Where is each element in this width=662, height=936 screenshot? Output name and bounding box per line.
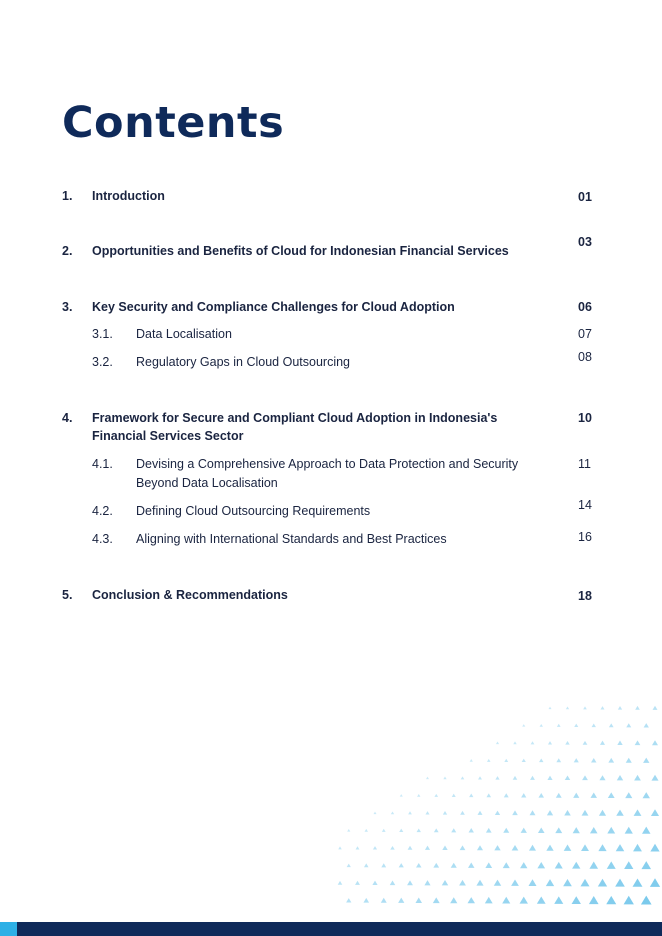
pattern-triangle xyxy=(461,776,465,779)
pattern-triangle xyxy=(582,775,588,780)
pattern-triangle xyxy=(356,846,360,849)
pattern-triangle xyxy=(451,863,457,868)
pattern-triangle xyxy=(478,776,482,779)
pattern-triangle xyxy=(616,844,625,851)
pattern-triangle xyxy=(624,896,634,905)
pattern-triangle xyxy=(495,776,499,780)
pattern-triangle xyxy=(470,759,473,762)
pattern-triangle xyxy=(434,828,439,832)
pattern-triangle xyxy=(557,724,561,727)
pattern-triangle xyxy=(635,740,641,745)
pattern-triangle xyxy=(399,863,404,867)
pattern-triangle xyxy=(547,810,553,815)
pattern-triangle xyxy=(617,775,623,780)
pattern-triangle xyxy=(591,793,597,798)
pattern-triangle xyxy=(529,845,536,851)
pattern-triangle xyxy=(478,811,483,815)
toc-page-number: 03 xyxy=(578,235,592,249)
pattern-triangle xyxy=(644,723,649,727)
pattern-triangle xyxy=(373,812,376,815)
pattern-triangle xyxy=(643,758,649,763)
toc-label-line-2[interactable]: Beyond Data Localisation xyxy=(136,476,278,490)
pattern-triangle xyxy=(617,741,622,745)
pattern-triangle xyxy=(546,845,553,851)
pattern-triangle xyxy=(460,845,466,850)
toc-page-number: 06 xyxy=(578,300,592,314)
pattern-triangle xyxy=(651,775,658,781)
pattern-triangle xyxy=(564,810,571,815)
toc-page-number: 07 xyxy=(578,327,592,341)
pattern-triangle xyxy=(391,811,394,814)
pattern-triangle xyxy=(599,775,605,780)
pattern-triangle xyxy=(606,896,616,904)
pattern-triangle xyxy=(600,741,605,745)
pattern-triangle xyxy=(625,792,632,798)
pattern-triangle xyxy=(531,741,535,744)
pattern-triangle xyxy=(633,878,643,886)
toc-page-number: 11 xyxy=(578,457,591,471)
pattern-triangle xyxy=(601,706,605,709)
pattern-triangle xyxy=(468,863,474,868)
pattern-triangle xyxy=(521,828,527,833)
pattern-triangle xyxy=(372,881,377,885)
pattern-triangle xyxy=(598,879,607,887)
pattern-triangle xyxy=(643,792,650,798)
toc-page-number: 14 xyxy=(578,498,592,512)
pattern-triangle xyxy=(538,793,544,798)
pattern-triangle xyxy=(572,862,580,869)
pattern-triangle xyxy=(407,880,413,885)
pattern-triangle xyxy=(434,794,438,797)
pattern-triangle xyxy=(556,758,561,762)
pattern-triangle xyxy=(460,811,465,815)
pattern-triangle xyxy=(338,881,343,885)
pattern-triangle xyxy=(450,897,457,903)
pattern-triangle xyxy=(598,844,606,851)
pattern-triangle xyxy=(591,758,596,763)
pattern-triangle xyxy=(635,706,640,710)
pattern-triangle xyxy=(451,828,456,832)
pattern-triangle xyxy=(521,793,526,797)
toc-label-line-2[interactable]: Financial Services Sector xyxy=(92,429,244,443)
pattern-triangle xyxy=(642,827,651,834)
pattern-triangle xyxy=(539,758,543,762)
toc-page-number: 01 xyxy=(578,190,592,204)
pattern-triangle xyxy=(528,879,536,886)
pattern-triangle xyxy=(433,863,439,868)
pattern-triangle xyxy=(511,879,519,885)
pattern-triangle xyxy=(608,792,615,798)
pattern-triangle xyxy=(652,740,658,745)
toc-label[interactable]: Introduction xyxy=(92,189,165,203)
pattern-triangle xyxy=(477,845,483,850)
pattern-triangle xyxy=(442,846,447,851)
pattern-triangle xyxy=(626,723,631,727)
pattern-triangle xyxy=(426,777,429,779)
pattern-triangle xyxy=(408,811,412,814)
pattern-triangle xyxy=(607,827,615,834)
toc-label[interactable]: Key Security and Compliance Challenges for Cloud Adoption xyxy=(92,300,455,314)
pattern-triangle xyxy=(338,846,342,849)
toc-page-number: 18 xyxy=(578,589,592,603)
pattern-triangle xyxy=(476,880,483,886)
pattern-triangle xyxy=(399,829,403,832)
pattern-triangle xyxy=(625,827,633,834)
pattern-triangle xyxy=(537,896,546,903)
pattern-triangle xyxy=(609,723,614,727)
pattern-triangle xyxy=(582,810,589,816)
pattern-triangle xyxy=(580,879,589,887)
pattern-triangle xyxy=(504,793,509,797)
pattern-triangle xyxy=(651,809,659,816)
pattern-triangle xyxy=(485,897,493,904)
pattern-triangle xyxy=(634,809,642,816)
pattern-triangle xyxy=(381,863,386,867)
pattern-triangle xyxy=(566,706,569,709)
pattern-triangle xyxy=(398,898,404,903)
footer-accent-bar xyxy=(0,922,17,936)
pattern-triangle xyxy=(390,880,396,885)
pattern-triangle xyxy=(590,827,598,833)
pattern-triangle xyxy=(364,863,369,867)
pattern-triangle xyxy=(565,741,569,745)
pattern-triangle xyxy=(574,724,578,727)
pattern-triangle xyxy=(583,706,587,709)
pattern-triangle xyxy=(346,898,351,902)
pattern-triangle xyxy=(548,707,551,710)
pattern-triangle xyxy=(538,827,545,833)
pattern-triangle xyxy=(424,880,430,885)
pattern-triangle xyxy=(564,845,572,851)
pattern-triangle xyxy=(381,898,387,903)
pattern-triangle xyxy=(634,775,641,781)
toc-number: 5. xyxy=(62,588,73,602)
toc-number: 4. xyxy=(62,411,73,425)
pattern-triangle xyxy=(581,844,589,851)
pattern-triangle xyxy=(633,844,642,851)
toc-label-line-1[interactable]: Framework for Secure and Compliant Cloud Adoption in Indonesia's xyxy=(92,411,498,425)
toc-number: 4.3. xyxy=(92,532,113,546)
pattern-triangle xyxy=(512,810,518,815)
toc-page-number: 08 xyxy=(578,350,592,364)
pattern-triangle xyxy=(417,828,421,832)
pattern-triangle xyxy=(573,827,580,833)
page-title: Contents xyxy=(62,98,285,148)
pattern-triangle xyxy=(565,775,570,780)
pattern-triangle xyxy=(443,776,446,779)
pattern-triangle xyxy=(608,758,614,763)
pattern-triangle xyxy=(650,844,659,852)
pattern-triangle xyxy=(554,896,563,904)
pattern-triangle xyxy=(469,794,473,798)
pattern-triangle xyxy=(573,793,579,798)
toc-label[interactable]: Data Localisation xyxy=(136,327,232,341)
pattern-triangle xyxy=(400,794,403,797)
toc-label-line-1[interactable]: Devising a Comprehensive Approach to Data Protection and Security xyxy=(136,457,519,471)
pattern-triangle xyxy=(408,846,413,850)
pattern-triangle xyxy=(417,794,420,797)
toc-label[interactable]: Regulatory Gaps in Cloud Outsourcing xyxy=(136,355,351,369)
pattern-triangle xyxy=(355,881,360,885)
pattern-triangle xyxy=(513,741,516,744)
pattern-triangle xyxy=(485,862,492,868)
pattern-triangle xyxy=(365,829,368,832)
pattern-triangle xyxy=(626,758,632,763)
pattern-triangle xyxy=(641,896,652,905)
pattern-triangle xyxy=(503,862,510,868)
pattern-triangle xyxy=(556,793,562,798)
pattern-triangle xyxy=(382,829,386,832)
pattern-triangle xyxy=(494,845,500,850)
pattern-triangle xyxy=(486,793,491,797)
toc-label[interactable]: Defining Cloud Outsourcing Requirements xyxy=(136,504,371,518)
pattern-triangle xyxy=(537,862,545,868)
pattern-triangle xyxy=(425,811,429,814)
pattern-triangle xyxy=(513,776,518,780)
pattern-triangle xyxy=(468,897,475,903)
pattern-triangle xyxy=(494,880,501,886)
pattern-triangle xyxy=(496,742,499,745)
toc-number: 3.1. xyxy=(92,327,113,341)
pattern-triangle xyxy=(415,898,422,903)
pattern-triangle xyxy=(522,759,526,762)
pattern-triangle xyxy=(452,794,456,797)
toc-number: 3.2. xyxy=(92,355,113,369)
pattern-triangle xyxy=(459,880,466,886)
pattern-triangle xyxy=(589,896,599,904)
pattern-triangle xyxy=(520,862,527,868)
pattern-triangle xyxy=(495,811,500,815)
toc-label[interactable]: Aligning with International Standards and Best Practices xyxy=(136,532,447,546)
pattern-triangle xyxy=(416,863,421,868)
pattern-triangle xyxy=(347,864,351,868)
triangle-pattern-decoration xyxy=(332,692,662,922)
toc-number: 4.1. xyxy=(92,457,113,471)
pattern-triangle xyxy=(443,811,447,815)
pattern-triangle xyxy=(425,846,430,850)
pattern-triangle xyxy=(487,759,491,762)
pattern-triangle xyxy=(599,810,606,816)
pattern-triangle xyxy=(548,741,552,744)
pattern-triangle xyxy=(442,880,448,885)
toc-page-number: 10 xyxy=(578,411,592,425)
pattern-triangle xyxy=(555,862,563,869)
pattern-triangle xyxy=(615,879,625,887)
pattern-triangle xyxy=(502,897,510,904)
pattern-triangle xyxy=(530,810,536,815)
pattern-triangle xyxy=(574,758,579,762)
toc-number: 1. xyxy=(62,189,73,203)
toc-number: 3. xyxy=(62,300,73,314)
pattern-triangle xyxy=(592,724,596,728)
pattern-triangle xyxy=(555,827,562,833)
pattern-triangle xyxy=(469,828,474,832)
pattern-triangle xyxy=(433,897,440,903)
pattern-triangle xyxy=(616,810,623,816)
footer-bar xyxy=(17,922,662,936)
pattern-triangle xyxy=(653,706,658,710)
pattern-triangle xyxy=(347,829,350,832)
pattern-triangle xyxy=(522,724,525,727)
pattern-triangle xyxy=(520,897,528,904)
pattern-triangle xyxy=(607,861,616,868)
toc-number: 2. xyxy=(62,244,73,258)
pattern-triangle xyxy=(512,845,519,851)
pattern-triangle xyxy=(650,878,660,887)
pattern-triangle xyxy=(583,741,588,745)
pattern-triangle xyxy=(503,828,509,833)
pattern-triangle xyxy=(373,846,377,849)
pattern-triangle xyxy=(547,776,552,780)
pattern-triangle xyxy=(390,846,394,850)
pattern-triangle xyxy=(641,861,651,869)
pattern-triangle xyxy=(504,759,508,762)
pattern-triangle xyxy=(624,861,633,869)
pattern-triangle xyxy=(563,879,572,886)
pattern-triangle xyxy=(618,706,622,710)
toc-page-number: 16 xyxy=(578,530,592,544)
pattern-triangle xyxy=(540,724,543,727)
pattern-triangle xyxy=(363,898,369,903)
pattern-triangle xyxy=(572,896,581,904)
toc-label[interactable]: Opportunities and Benefits of Cloud for Indonesian Financial Services xyxy=(92,244,509,258)
pattern-triangle xyxy=(589,862,598,869)
pattern-triangle xyxy=(486,828,492,833)
toc-label[interactable]: Conclusion & Recommendations xyxy=(92,588,288,602)
pattern-triangle xyxy=(546,879,554,886)
toc-number: 4.2. xyxy=(92,504,113,518)
pattern-triangle xyxy=(530,776,535,780)
